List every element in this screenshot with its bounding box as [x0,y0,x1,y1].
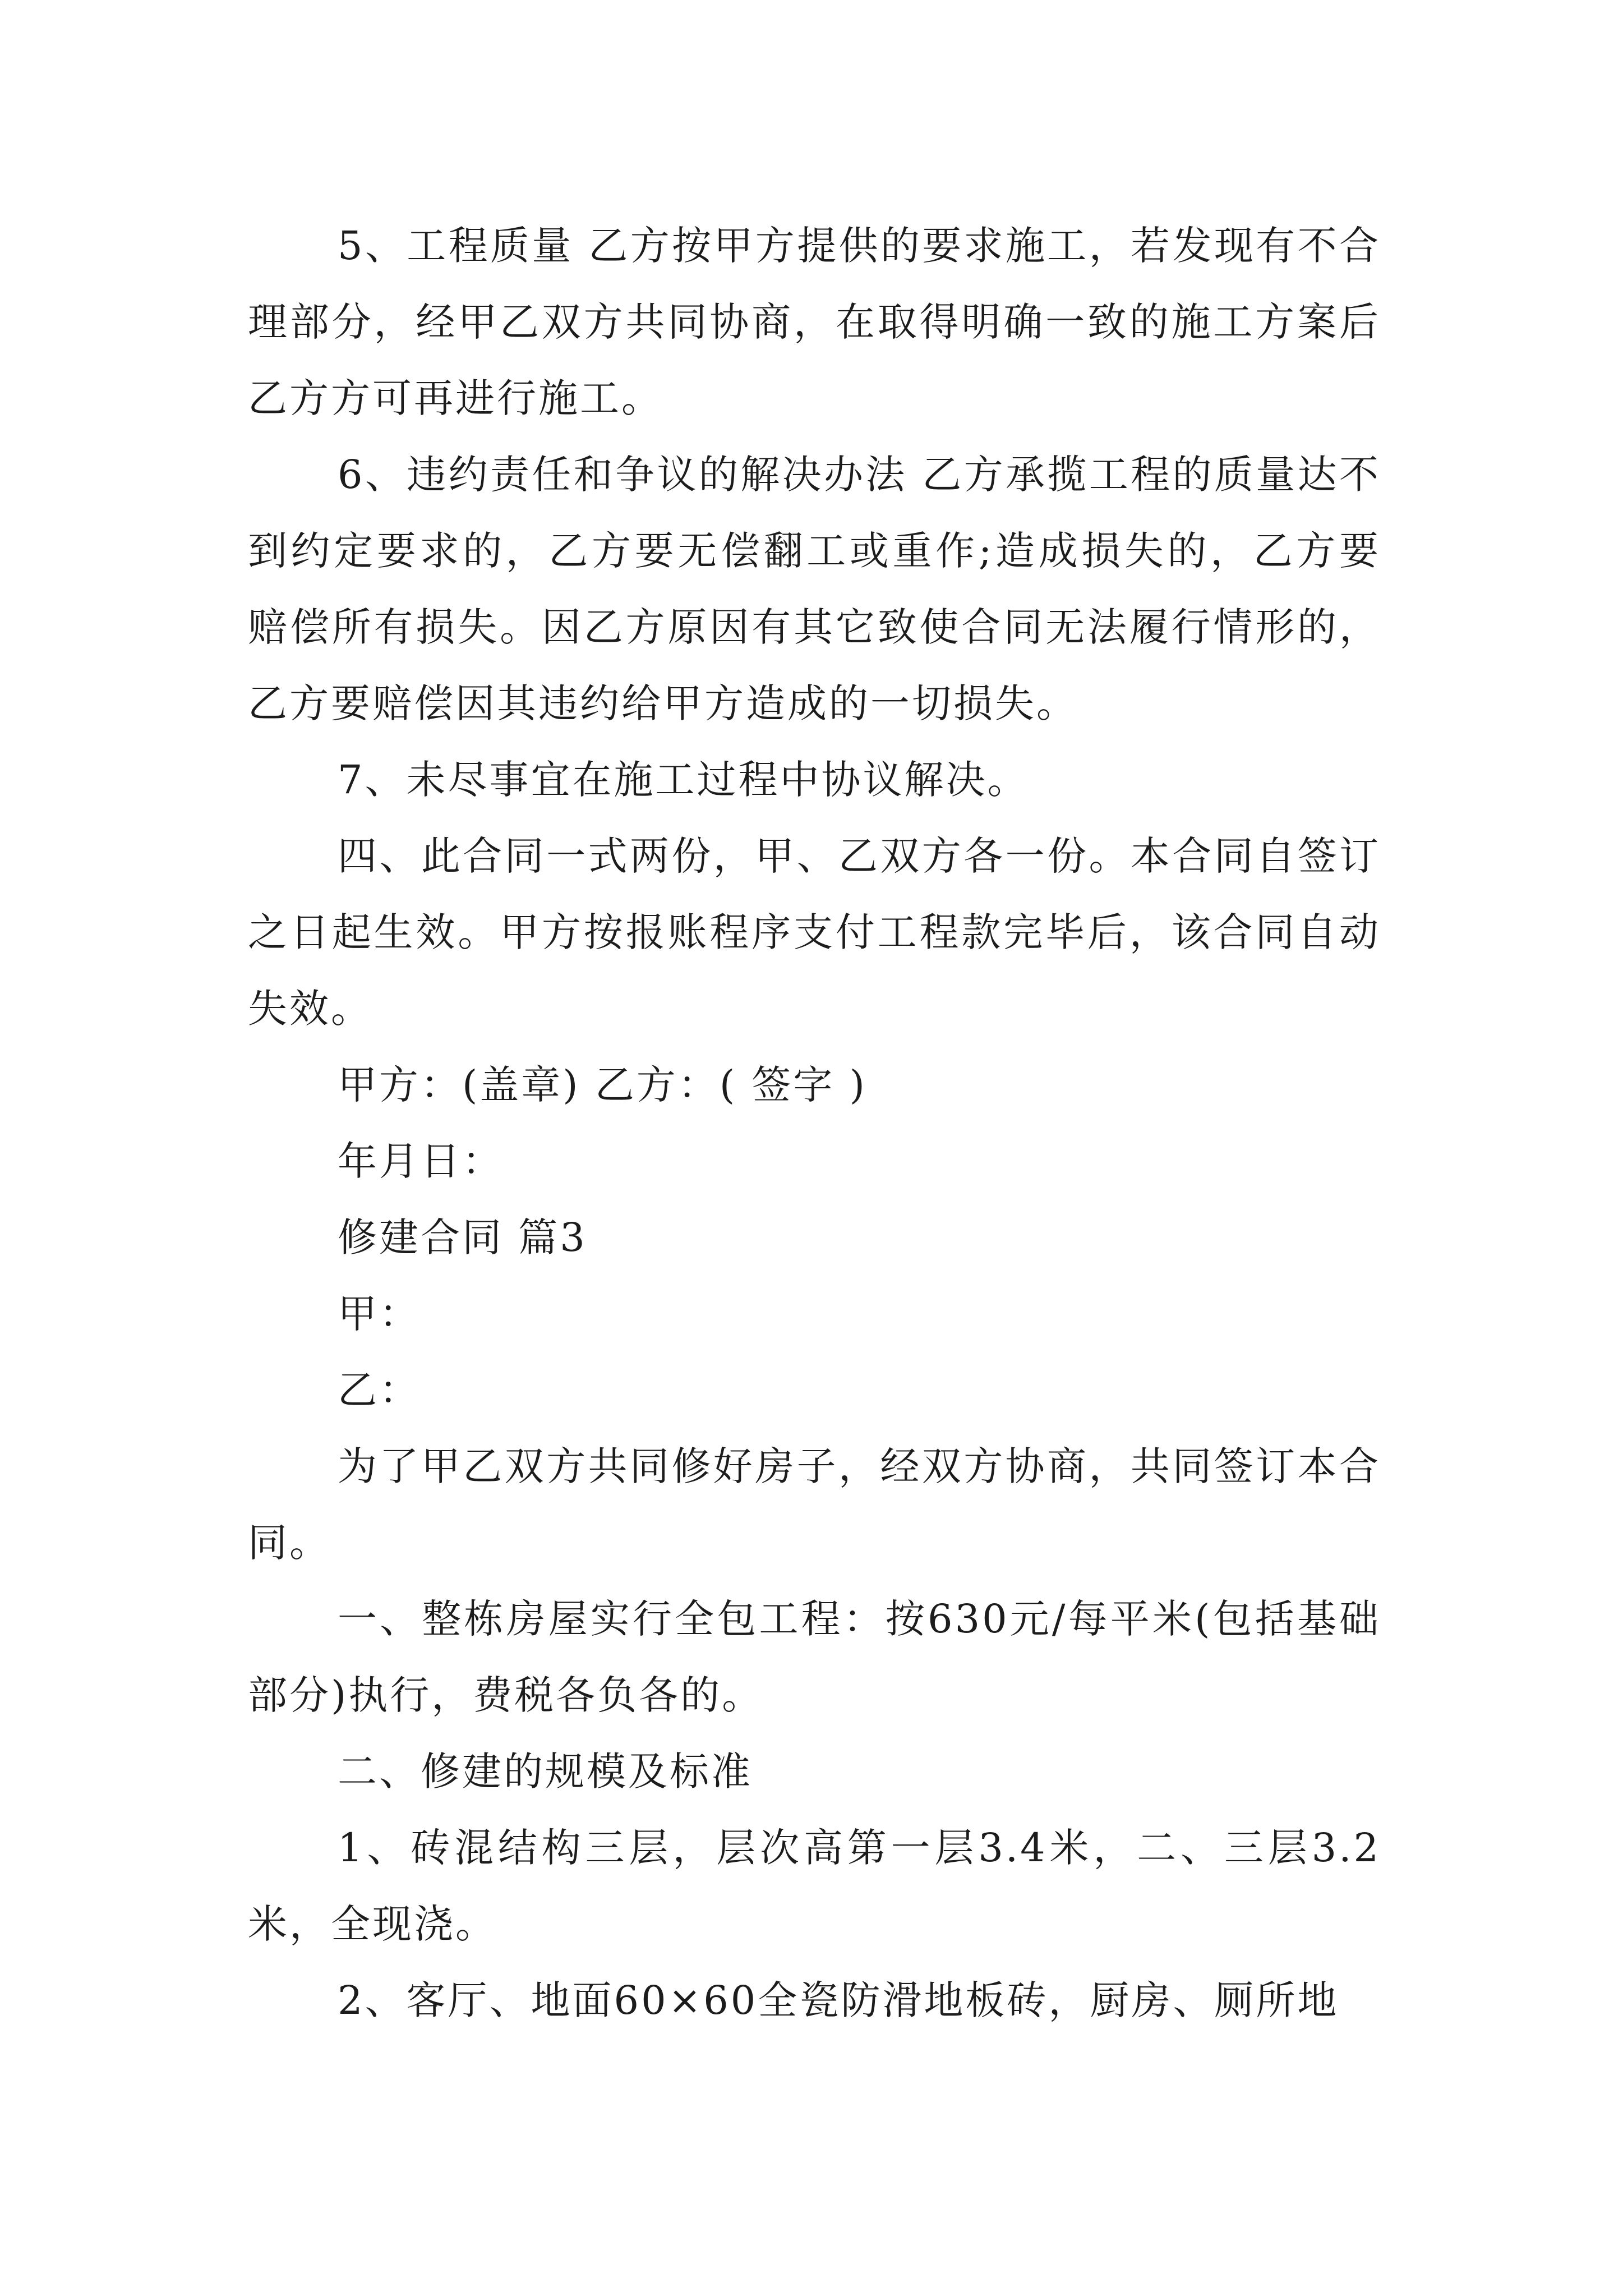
party-b-line: 乙： [338,1367,421,1413]
paragraph-preamble: 为了甲乙双方共同修好房子，经双方协商，共同签订本合同。 [248,1443,1381,1566]
contract-heading: 修建合同 篇3 [338,1214,587,1260]
paragraph-clause-7: 7、未尽事宜在施工过程中协议解决。 [338,757,1029,803]
paragraph-clause-5: 5、工程质量 乙方按甲方提供的要求施工，若发现有不合理部分，经甲乙双方共同协商，在取得明确一致的施工方案后乙方方可再进行施工。 [248,223,1381,421]
paragraph-section-2: 二、修建的规模及标准 [338,1749,753,1795]
paragraph-clause-6: 6、违约责任和争议的解决办法 乙方承揽工程的质量达不到约定要求的，乙方要无偿翻工或重作;造成损失的，乙方要赔偿所有损失。因乙方原因有其它致使合同无法履行情形的，乙方要赔偿因其违约给甲方造成的一切损失。 [248,452,1381,726]
signature-line: 甲方：(盖章) 乙方：( 签字 ) [338,1062,867,1108]
paragraph-section-1: 一、整栋房屋实行全包工程：按630元/每平米(包括基础部分)执行，费税各负各的。 [248,1596,1381,1718]
paragraph-item-1: 1、砖混结构三层，层次高第一层3.4米，二、三层3.2米，全现浇。 [248,1825,1381,1947]
party-a-line: 甲： [338,1291,421,1337]
paragraph-item-2: 2、客厅、地面60×60全瓷防滑地板砖，厨房、厕所地 [338,1977,1339,2023]
date-line: 年月日： [338,1138,504,1184]
paragraph-section-4: 四、此合同一式两份，甲、乙双方各一份。本合同自签订之日起生效。甲方按报账程序支付工程款完毕后，该合同自动失效。 [248,833,1381,1032]
document-body [248,208,1381,2039]
